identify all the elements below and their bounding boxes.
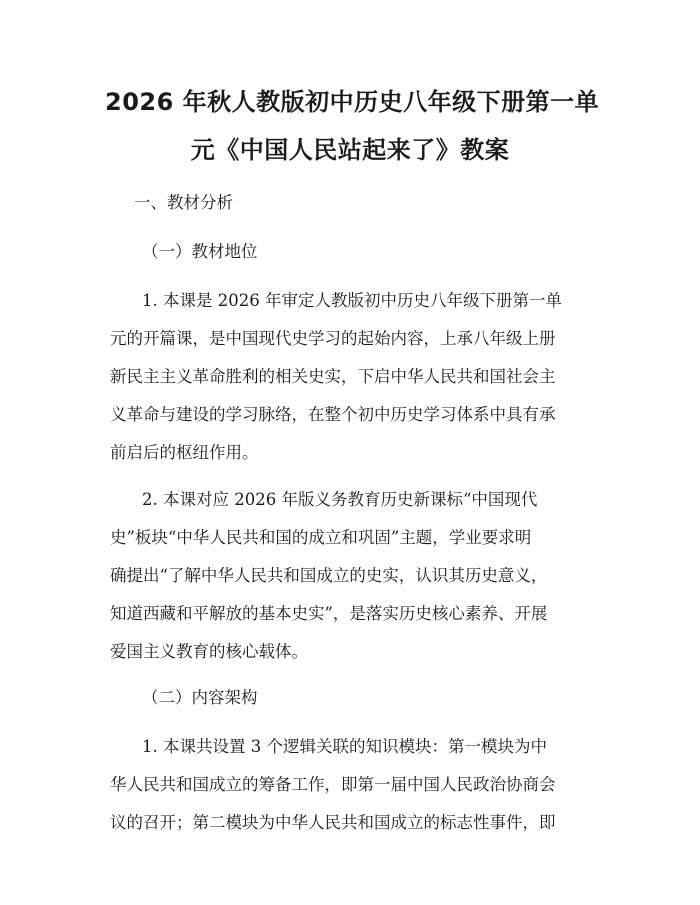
document-title-line-1: 2026 年秋人教版初中历史八年级下册第一单 bbox=[105, 88, 600, 116]
paragraph-2-line-1: 2. 本课对应 2026 年版义务教育历史新课标“中国现代 bbox=[142, 490, 538, 509]
document-title-line-2: 元《中国人民站起来了》教案 bbox=[190, 136, 510, 164]
subheading-content-structure: （二）内容架构 bbox=[142, 688, 258, 707]
section-heading-teaching-material-analysis: 一、教材分析 bbox=[134, 193, 233, 212]
paragraph-1-line-3: 新民主主义革命胜利的相关史实，下启中华人民共和国社会主 bbox=[110, 367, 556, 386]
paragraph-2-line-3: 确提出“了解中华人民共和国成立的史实，认识其历史意义， bbox=[110, 566, 548, 585]
paragraph-1-line-2: 元的开篇课，是中国现代史学习的起始内容，上承八年级上册 bbox=[110, 329, 556, 348]
paragraph-3-line-2: 华人民共和国成立的筹备工作，即第一届中国人民政治协商会 bbox=[110, 775, 556, 794]
paragraph-2-line-2: 史”板块“中华人民共和国的成立和巩固”主题，学业要求明 bbox=[110, 528, 532, 547]
paragraph-1-line-5: 前启后的枢纽作用。 bbox=[110, 443, 259, 462]
paragraph-3-line-1: 1. 本课共设置 3 个逻辑关联的知识模块：第一模块为中 bbox=[142, 737, 547, 756]
paragraph-1-line-1: 1. 本课是 2026 年审定人教版初中历史八年级下册第一单 bbox=[142, 291, 562, 310]
paragraph-3-line-3: 议的召开；第二模块为中华人民共和国成立的标志性事件，即 bbox=[110, 813, 556, 832]
subheading-material-status: （一）教材地位 bbox=[142, 242, 258, 261]
paragraph-1-line-4: 义革命与建设的学习脉络，在整个初中历史学习体系中具有承 bbox=[110, 405, 556, 424]
paragraph-2-line-5: 爱国主义教育的核心载体。 bbox=[110, 642, 308, 661]
paragraph-2-line-4: 知道西藏和平解放的基本史实”，是落实历史核心素养、开展 bbox=[110, 604, 548, 623]
